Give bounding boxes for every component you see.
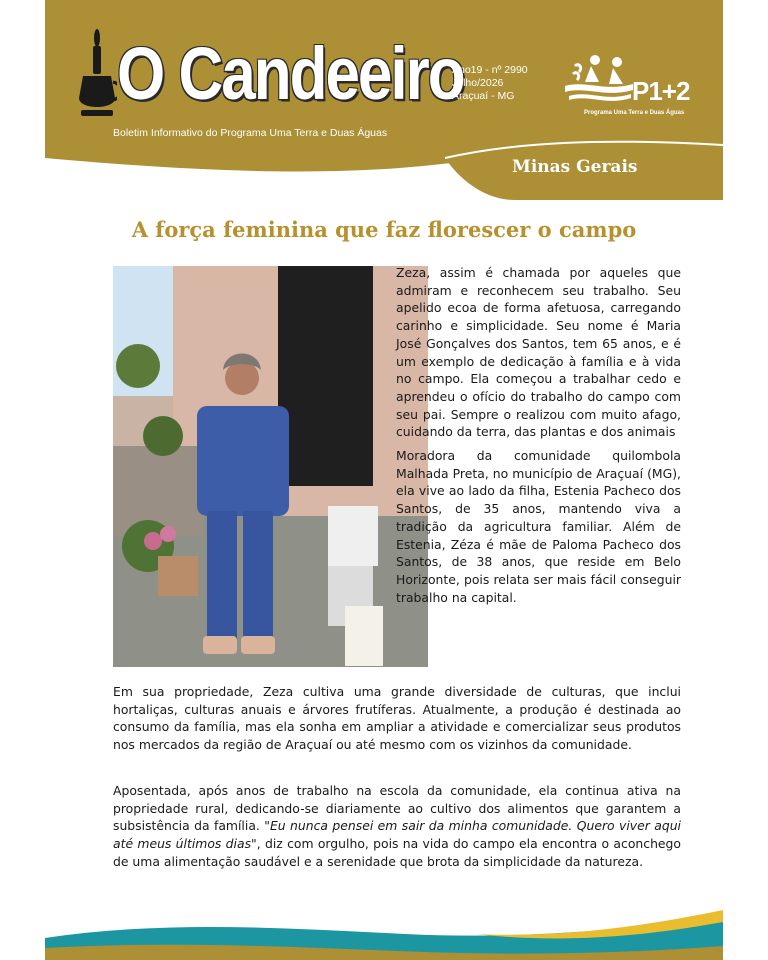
issue-info: [452, 64, 528, 103]
partner-logo-caption: Programa Uma Terra e Duas Águas: [584, 110, 685, 116]
article-paragraph-4: [113, 782, 681, 871]
paragraph-4-start: Aposentada, após anos de trabalho na escola da comunidade, ela continua ativa na propriedade rural, dedicando-se diariamente ao cultivo dos alimentos que garantem a subsistência da família.: [113, 783, 681, 834]
newsletter-page: [45, 0, 723, 960]
article-photo: [113, 266, 428, 667]
issue-number: Ano19 - nº 2990: [452, 64, 528, 76]
lamp-icon: [77, 26, 117, 118]
article-headline: A força feminina que faz florescer o campo: [131, 217, 637, 242]
paragraph-4-quote: "Eu nunca pensei em sair da minha comunidade. Quero viver aqui até meus últimos dias": [113, 818, 682, 852]
issue-location: Araçuaí - MG: [452, 90, 515, 102]
newsletter-title: O Candeeiro: [117, 33, 464, 117]
article-fullwidth-text-2: [113, 782, 681, 871]
article-fullwidth-text-1: [113, 683, 681, 754]
paragraph-4-end: , diz com orgulho, pois na vida do campo ela encontra o aconchego de uma alimentação saudável e a serenidade que brota da simplicidade da natureza.: [113, 836, 681, 869]
article-paragraph-2: Moradora da comunidade quilombola Malhada Preta, no município de Araçuaí (MG), ela vive ao lado da filha, Estenia Pacheco dos Santos, de 35 anos, mantendo viva a tradição da agricultura familiar. Além de Estenia, Zéza é mãe de Paloma Pacheco dos Santos, de 38 anos, que reside em Belo Horizonte, pois relata ser mais fácil conseguir trabalho na capital.: [396, 448, 681, 605]
region-label: Minas Gerais: [512, 157, 638, 177]
footer-wave: [45, 900, 723, 960]
article-paragraph-1: Zeza, assim é chamada por aqueles que admiram e reconhecem seu trabalho. Seu apelido ecoa de forma afetuosa, carregando carinho e simplicidade. Seu nome é Maria José Gonçalves dos Santos, tem 65 anos, e é um exemplo de dedicação à família e à vida no campo. Ela começou a trabalhar cedo e aprendeu o ofício do trabalho do campo com seu pai. Sempre o realizou com muito afago, cuidando da terra, das plantas e dos animais: [396, 265, 681, 440]
partner-logo-icon: [565, 52, 635, 108]
partner-logo-text: P1+2: [632, 76, 690, 106]
newsletter-subtitle: Boletim Informativo do Programa Uma Terra e Duas Águas: [113, 127, 388, 139]
article-paragraph-3: Em sua propriedade, Zeza cultiva uma grande diversidade de culturas, que inclui hortaliças, culturas anuais e árvores frutíferas. Atualmente, a produção é destinada ao consumo da família, mas ela sonha em ampliar a atividade e comercializar seus produtos nos mercados da região de Araçuaí ou até mesmo com os vizinhos da comunidade.: [113, 684, 681, 753]
issue-date: Julho/2026: [452, 77, 504, 89]
article-column-text: [396, 264, 681, 612]
